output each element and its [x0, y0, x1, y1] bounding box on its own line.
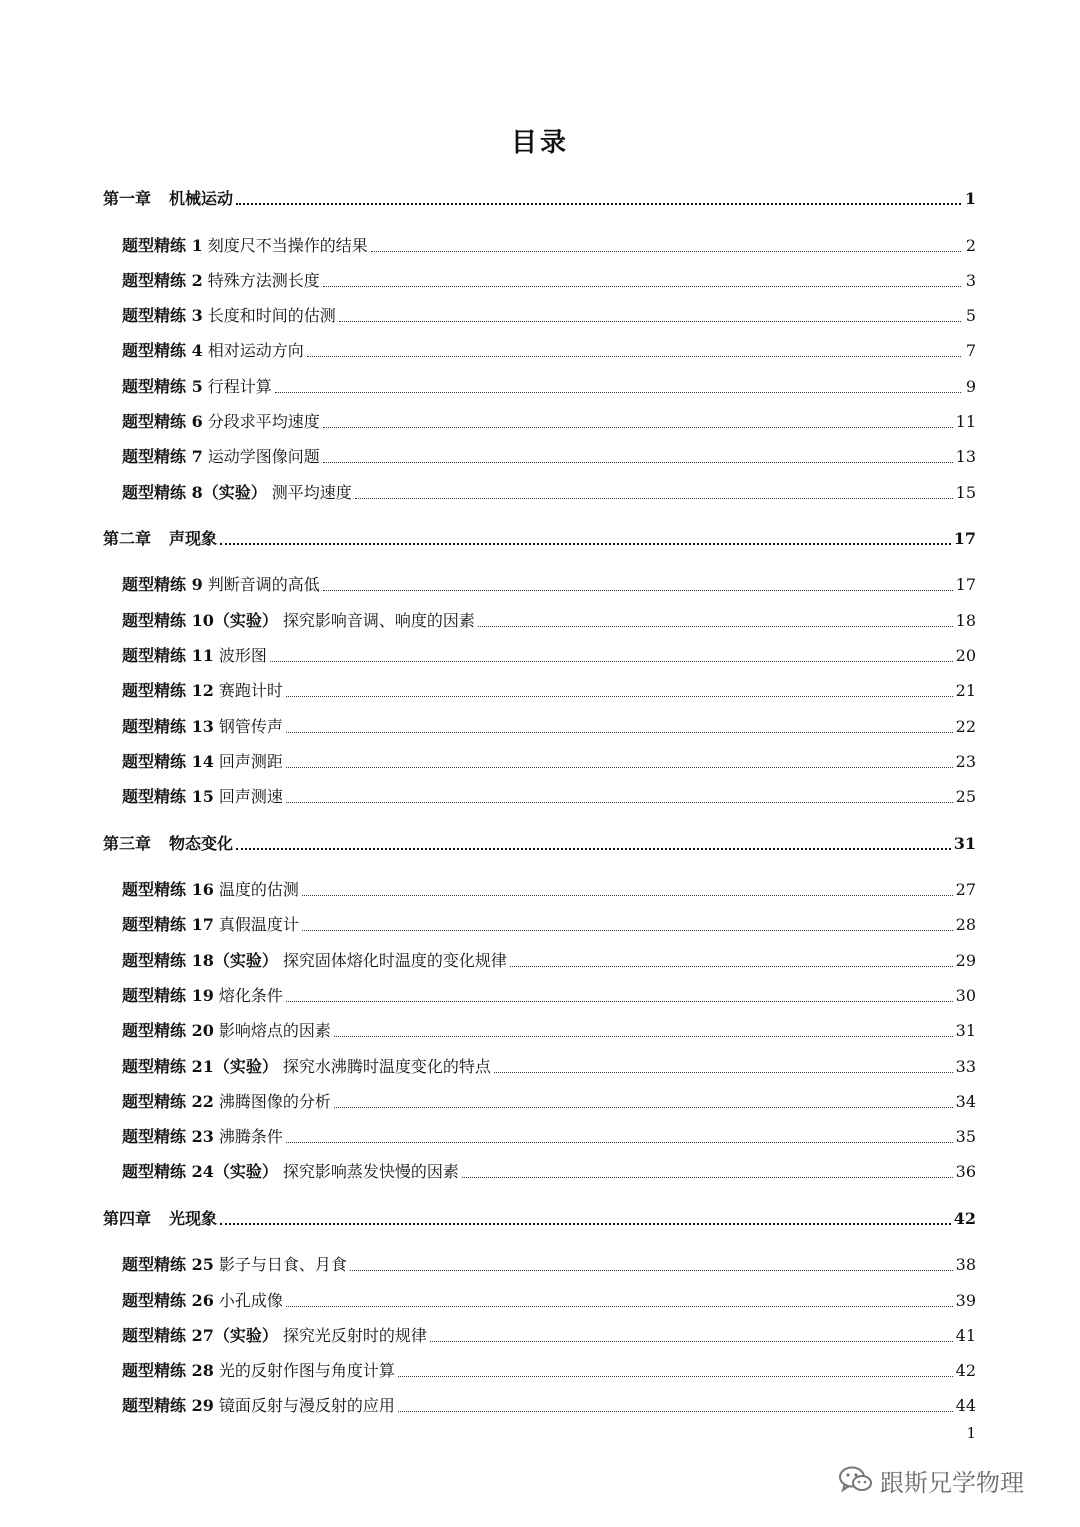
- dot-leader: [323, 590, 953, 591]
- toc-entry-label: [122, 1124, 283, 1150]
- section-title: 光的反射作图与角度计算: [218, 1361, 395, 1381]
- toc-section-entry[interactable]: [122, 1054, 976, 1080]
- toc-entry-label: [122, 1323, 427, 1349]
- section-title: 测平均速度: [271, 482, 352, 502]
- section-title: 分段求平均速度: [207, 412, 320, 431]
- toc-section-entry[interactable]: [122, 1323, 976, 1349]
- toc-page-number: 31: [953, 833, 976, 853]
- toc-chapter-entry[interactable]: [103, 1206, 976, 1232]
- section-number: 题型精练 28: [122, 1361, 214, 1381]
- toc-section-entry[interactable]: [122, 1159, 976, 1185]
- toc-page-number: 31: [955, 1021, 976, 1041]
- toc-section-entry[interactable]: [122, 1089, 976, 1115]
- toc-page-number: 33: [955, 1056, 976, 1076]
- section-number: 题型精练 20: [122, 1021, 214, 1041]
- dot-leader: [270, 661, 953, 662]
- toc-page-number: 2: [965, 235, 976, 255]
- toc-chapter-entry[interactable]: [103, 831, 976, 857]
- section-number: 题型精练 19: [122, 985, 214, 1005]
- toc-section-entry[interactable]: [122, 912, 976, 938]
- toc-section-entry[interactable]: [122, 877, 976, 903]
- toc-entry-label: [122, 1054, 491, 1080]
- section-number: 题型精练 15: [122, 787, 214, 807]
- chapter-title: 光现象: [169, 1208, 218, 1228]
- section-title: 探究光反射时的规律: [282, 1325, 427, 1345]
- toc-page-number: 20: [955, 646, 976, 665]
- toc-entry-label: [122, 912, 299, 938]
- toc-page-number: 13: [955, 447, 976, 467]
- section-title: 镜面反射与漫反射的应用: [218, 1396, 395, 1416]
- toc-section-entry[interactable]: [122, 1393, 976, 1419]
- dot-leader: [334, 1107, 953, 1108]
- section-number: 题型精练 10（实验）: [122, 610, 278, 630]
- section-title: 回声测速: [218, 787, 283, 807]
- toc-entry-label: [122, 643, 267, 669]
- toc-entry-label: [122, 572, 320, 598]
- toc-page-number: 23: [955, 751, 976, 771]
- toc-page-number: 7: [965, 341, 976, 361]
- section-number: 题型精练 4: [122, 341, 203, 361]
- dot-leader: [302, 930, 953, 931]
- toc-section-entry[interactable]: [122, 444, 976, 470]
- toc-page-number: 44: [955, 1396, 976, 1416]
- toc-section-entry[interactable]: [122, 983, 976, 1009]
- toc-section-entry[interactable]: [122, 409, 976, 435]
- toc-section-entry[interactable]: [122, 268, 976, 294]
- section-title: 回声测距: [218, 751, 283, 771]
- toc-page-number: 36: [955, 1162, 976, 1182]
- toc-section-entry[interactable]: [122, 1252, 976, 1278]
- section-title: 运动学图像问题: [207, 447, 320, 467]
- dot-leader: [371, 251, 961, 252]
- toc-chapter-entry[interactable]: [103, 186, 976, 212]
- dot-leader: [307, 356, 961, 357]
- toc-section-entry[interactable]: [122, 338, 976, 364]
- section-title: 沸腾图像的分析: [218, 1091, 331, 1111]
- section-number: 题型精练 2: [122, 270, 203, 290]
- dot-leader: [323, 286, 961, 287]
- chapter-title: 机械运动: [169, 189, 234, 208]
- section-number: 题型精练 9: [122, 575, 203, 595]
- section-title: 长度和时间的估测: [207, 306, 336, 326]
- toc-entry-label: [103, 526, 217, 552]
- dot-leader: [302, 895, 953, 896]
- toc-entry-label: [122, 678, 283, 704]
- section-number: 题型精练 26: [122, 1290, 214, 1310]
- toc-section-entry[interactable]: [122, 608, 976, 634]
- chapter-title: 物态变化: [169, 833, 234, 853]
- dot-leader: [355, 498, 953, 499]
- toc-section-entry[interactable]: [122, 1288, 976, 1314]
- toc-entry-label: [122, 608, 475, 634]
- dot-leader: [334, 1036, 953, 1037]
- toc-page-number: 17: [955, 575, 976, 595]
- dot-leader: [350, 1270, 953, 1271]
- toc-section-entry[interactable]: [122, 678, 976, 704]
- toc-page-number: 25: [955, 787, 976, 807]
- toc-section-entry[interactable]: [122, 643, 976, 669]
- section-number: 题型精练 12: [122, 681, 214, 701]
- toc-entry-label: [103, 186, 233, 212]
- section-number: 题型精练 16: [122, 880, 214, 899]
- section-number: 题型精练 29: [122, 1396, 214, 1416]
- dot-leader: [286, 802, 953, 803]
- toc-section-entry[interactable]: [122, 1124, 976, 1150]
- toc-page-number: 17: [953, 528, 976, 548]
- section-title: 真假温度计: [218, 915, 299, 935]
- section-title: 特殊方法测长度: [207, 270, 320, 290]
- section-number: 题型精练 25: [122, 1255, 214, 1275]
- section-number: 题型精练 11: [122, 646, 214, 665]
- toc-entry-label: [122, 877, 299, 903]
- toc-entry-label: [122, 1288, 283, 1314]
- dot-leader: [323, 462, 953, 463]
- toc-entry-label: [122, 1089, 331, 1115]
- toc-section-entry[interactable]: [122, 948, 976, 974]
- toc-entry-label: [122, 784, 283, 810]
- toc-page-number: 29: [955, 950, 976, 970]
- toc-section-entry[interactable]: [122, 1358, 976, 1384]
- toc-section-entry[interactable]: [122, 784, 976, 810]
- section-title: 影子与日食、月食: [218, 1255, 347, 1275]
- toc-page-number: 27: [955, 880, 976, 899]
- section-number: 题型精练 5: [122, 376, 203, 396]
- dot-leader: [286, 1306, 953, 1307]
- section-number: 题型精练 23: [122, 1127, 214, 1147]
- toc-entry-label: [122, 1018, 331, 1044]
- dot-leader: [494, 1072, 953, 1073]
- watermark: [838, 1462, 1024, 1498]
- dot-leader: [510, 966, 953, 967]
- dot-leader: [398, 1376, 953, 1377]
- toc-section-entry[interactable]: [122, 714, 976, 740]
- section-number: 题型精练 27（实验）: [122, 1325, 278, 1345]
- toc-entry-label: [122, 1358, 395, 1384]
- dot-leader: [323, 427, 953, 428]
- chapter-number: 第四章: [103, 1208, 152, 1228]
- section-title: 波形图: [218, 646, 267, 665]
- section-title: 小孔成像: [218, 1290, 283, 1310]
- toc-title: 目录: [510, 128, 569, 158]
- dot-leader: [286, 732, 953, 733]
- toc-page-number: 38: [955, 1255, 976, 1275]
- toc-entry-label: [122, 444, 320, 470]
- section-title: 赛跑计时: [218, 681, 283, 701]
- toc-section-entry[interactable]: [122, 1018, 976, 1044]
- chapter-title: 声现象: [169, 528, 218, 548]
- section-title: 刻度尺不当操作的结果: [207, 235, 368, 255]
- toc-entry-label: [122, 714, 283, 740]
- section-title: 判断音调的高低: [207, 575, 320, 595]
- toc-page-number: 42: [955, 1361, 976, 1381]
- section-title: 探究影响音调、响度的因素: [282, 610, 475, 630]
- dot-leader: [286, 1001, 953, 1002]
- dot-leader: [339, 321, 961, 322]
- section-number: 题型精练 8（实验）: [122, 482, 267, 502]
- section-number: 题型精练 1: [122, 235, 203, 255]
- toc-section-entry[interactable]: [122, 303, 976, 329]
- section-title: 钢管传声: [218, 716, 283, 736]
- toc-page-number: 5: [965, 306, 976, 326]
- dot-leader: [462, 1177, 953, 1178]
- toc-page-number: 11: [955, 412, 976, 431]
- chapter-number: 第三章: [103, 833, 152, 853]
- toc-page-number: 34: [955, 1091, 976, 1111]
- toc-entry-label: [103, 831, 233, 857]
- dot-leader: [286, 767, 953, 768]
- section-number: 题型精练 7: [122, 447, 203, 467]
- toc-entry-label: [122, 1393, 395, 1419]
- toc-page-number: 41: [955, 1325, 976, 1345]
- section-title: 探究水沸腾时温度变化的特点: [282, 1056, 491, 1076]
- section-number: 题型精练 22: [122, 1091, 214, 1111]
- toc-entry-label: [122, 409, 320, 435]
- page-number: 1: [966, 1424, 976, 1442]
- toc-entry-label: [122, 1252, 347, 1278]
- toc-chapter-entry[interactable]: [103, 526, 976, 552]
- dot-leader: [398, 1411, 953, 1412]
- toc-entry-label: [122, 233, 368, 259]
- dot-leader: [430, 1341, 953, 1342]
- toc-entry-label: [122, 948, 507, 974]
- toc-page-number: 28: [955, 915, 976, 935]
- section-number: 题型精练 21（实验）: [122, 1056, 278, 1076]
- dot-leader: [478, 626, 953, 627]
- toc-section-entry[interactable]: [122, 749, 976, 775]
- section-title: 沸腾条件: [218, 1127, 283, 1147]
- toc-page-number: 42: [953, 1208, 976, 1228]
- toc-entry-label: [122, 749, 283, 775]
- section-number: 题型精练 6: [122, 412, 203, 431]
- toc-section-entry[interactable]: [122, 233, 976, 259]
- dot-leader: [236, 848, 951, 850]
- toc-entry-label: [122, 303, 336, 329]
- section-number: 题型精练 3: [122, 306, 203, 326]
- toc-entry-label: [122, 338, 304, 364]
- toc-entry-label: [122, 983, 283, 1009]
- section-number: 题型精练 18（实验）: [122, 950, 278, 970]
- section-title: 熔化条件: [218, 985, 283, 1005]
- toc-page-number: 30: [955, 985, 976, 1005]
- toc-entry-label: [122, 480, 352, 506]
- toc-section-entry[interactable]: [122, 374, 976, 400]
- chapter-number: 第二章: [103, 528, 152, 548]
- dot-leader: [286, 1142, 953, 1143]
- dot-leader: [275, 392, 961, 393]
- section-number: 题型精练 14: [122, 751, 214, 771]
- dot-leader: [220, 1223, 951, 1225]
- toc-page-number: 21: [955, 681, 976, 701]
- toc-page-number: 3: [965, 270, 976, 290]
- section-title: 影响熔点的因素: [218, 1021, 331, 1041]
- dot-leader: [220, 543, 951, 545]
- toc-page-number: 35: [955, 1127, 976, 1147]
- section-number: 题型精练 13: [122, 716, 214, 736]
- toc-page-number: 22: [955, 716, 976, 736]
- section-title: 行程计算: [207, 376, 272, 396]
- toc-entry-label: [103, 1206, 217, 1232]
- toc-section-entry[interactable]: [122, 572, 976, 598]
- section-number: 题型精练 17: [122, 915, 214, 935]
- toc-page-number: 39: [955, 1290, 976, 1310]
- toc-entry-label: [122, 1159, 459, 1185]
- section-number: 题型精练 24（实验）: [122, 1162, 278, 1182]
- toc-page-number: 9: [965, 376, 976, 396]
- toc-page-number: 1: [964, 189, 976, 208]
- section-title: 相对运动方向: [207, 341, 304, 361]
- wechat-icon: [838, 1465, 874, 1495]
- toc-entry-label: [122, 268, 320, 294]
- toc-entry-label: [122, 374, 272, 400]
- dot-leader: [236, 203, 961, 205]
- section-title: 探究影响蒸发快慢的因素: [282, 1162, 459, 1182]
- toc-page-number: 18: [955, 610, 976, 630]
- dot-leader: [286, 696, 953, 697]
- toc-section-entry[interactable]: [122, 480, 976, 506]
- watermark-text: 跟斯兄学物理: [880, 1468, 1024, 1497]
- section-title: 温度的估测: [218, 880, 299, 899]
- section-title: 探究固体熔化时温度的变化规律: [282, 950, 507, 970]
- toc-page-number: 15: [955, 482, 976, 502]
- chapter-number: 第一章: [103, 189, 152, 208]
